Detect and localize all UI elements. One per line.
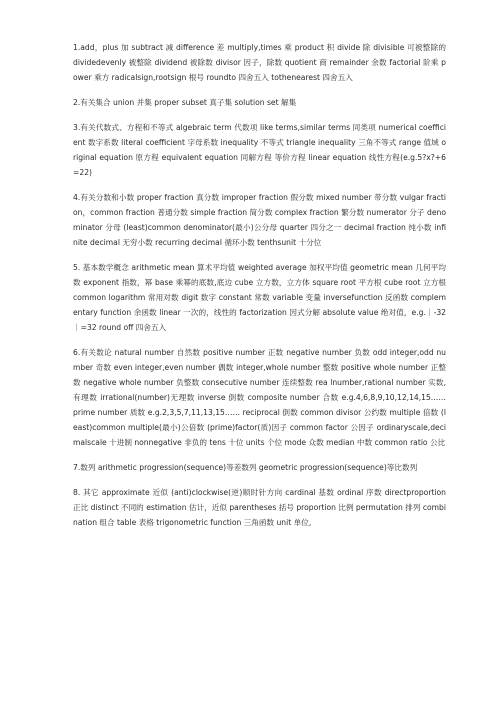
paragraph-algebra: 3.有关代数式、方程和不等式 algebraic term 代数项 like terms,similar terms 同类项 numerical coefficient 数字系数 literal coefficient 字母系数 inequality 不等式 triangle inequality 三角不等式 range 值域 original equation 原方程 equivalent equation 同解方程 等价方程 linear equation 线性方程(e.g.5?x?+6=22) xyxy=(73,123,446,177)
paragraph-basic-concepts: 5. 基本数学概念 arithmetic mean 算术平均值 weighted average 加权平均值 geometric mean 几何平均数 exponent 指数，幂 base 乘幂的底数,底边 cube 立方数，立方体 square root 平方根 cube root 立方根 common logarithm 常用对数 digit 数字 constant 常数 variable 变量 inversefunction 反函数 complementary function 余函数 linear 一次的，线性的 factorization 因式分解 absolute value 绝对值，e.g.｜-32｜=32 round off 四舍五入 xyxy=(73,263,446,332)
paragraph-number-theory: 6.有关数论 natural number 自然数 positive number 正数 negative number 负数 odd integer,odd number 奇数 even integer,even number 偶数 integer,whole number 整数 positive whole number 正整数 negative whole number 负整数 consecutive number 连续整数 rea lnumber,rational number 实数,有理数 irrational(number)无理数 inverse 倒数 composite number 合数 e.g.4,6,8,9,10,12,14,15…… prime number 质数 e.g.2,3,5,7,11,13,15…… reciprocal 倒数 common divisor 公约数 multiple 倍数 (least)common multiple(最小)公倍数 (prime)factor(质)因子 common factor 公因子 ordinaryscale,decimalscale 十进制 nonnegative 非负的 tens 十位 units 个位 mode 众数 median 中数 common ratio 公比 xyxy=(73,348,454,447)
paragraph-fractions: 4.有关分数和小数 proper fraction 真分数 improper fraction 假分数 mixed number 带分数 vulgar fraction，common fraction 普通分数 simple fraction 简分数 complex fraction 繁分数 numerator 分子 denominator 分母 (least)common denominator(最小)公分母 quarter 四分之一 decimal fraction 纯小数 infinite decimal 无穷小数 recurring decimal 循环小数 tenthsunit 十分位 xyxy=(73,193,446,247)
paragraph-arithmetic: 1.add，plus 加 subtract 减 difference 差 multiply,times 乘 product 积 divide 除 divisible 可被整除的 dividedevenly 被整除 dividend 被除数 divisor 因子，除数 quotient 商 remainder 余数 factorial 阶乘 power 乘方 radicalsign,rootsign 根号 roundto 四舍五入 tothenearest 四舍五入 xyxy=(73,43,446,82)
paragraph-sequences: 7.数列 arithmetic progression(sequence)等差数列 geometric progression(sequence)等比数列 xyxy=(73,463,418,472)
paragraph-sets: 2.有关集合 union 并集 proper subset 真子集 solution set 解集 xyxy=(73,98,297,107)
paragraph-other: 8. 其它 approximate 近似 (anti)clockwise(逆)顺时针方向 cardinal 基数 ordinal 序数 directproportion 正比 distinct 不同的 estimation 估计，近似 parentheses 括号 proportion 比例 permutation 排列 combination 组合 table 表格 trigonometric function 三角函数 unit 单位, xyxy=(73,488,446,527)
